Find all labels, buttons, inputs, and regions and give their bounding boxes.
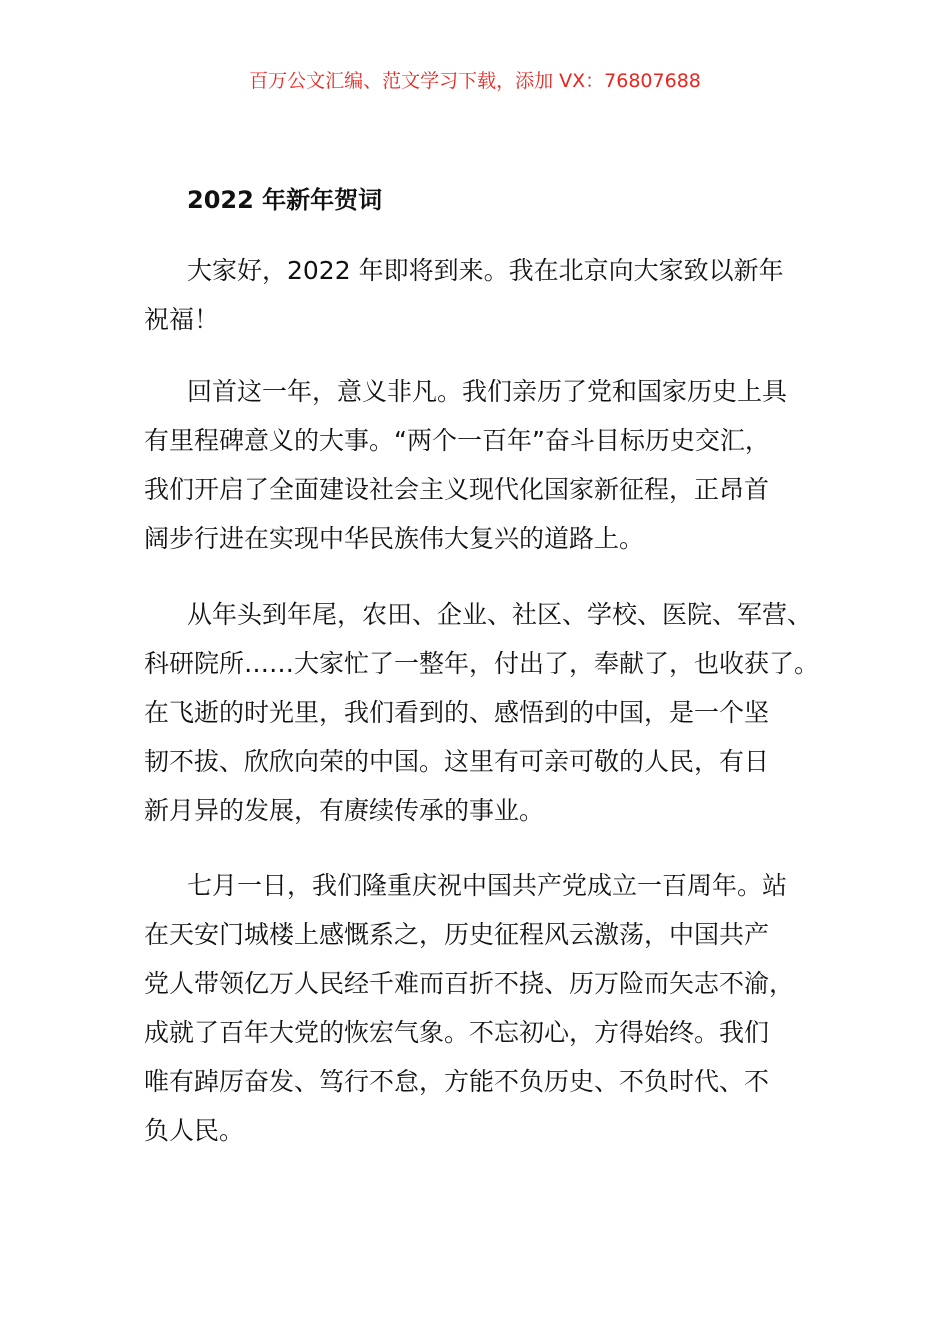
paragraph-line: 祝福！: [144, 305, 220, 334]
paragraph-1: [144, 246, 824, 344]
paragraph-line: 科研院所……大家忙了一整年，付出了，奉献了，也收获了。: [144, 649, 820, 678]
document-title: 2022 年新年贺词: [187, 186, 383, 214]
paragraph-line: 成就了百年大党的恢宏气象。不忘初心，方得始终。我们: [144, 1018, 770, 1047]
paragraph-line: 在天安门城楼上感慨系之，历史征程风云激荡，中国共产: [144, 920, 770, 949]
paragraph-line: 七月一日，我们隆重庆祝中国共产党成立一百周年。站: [187, 871, 788, 900]
paragraph-line: 负人民。: [144, 1116, 245, 1145]
paragraph-line: 阔步行进在实现中华民族伟大复兴的道路上。: [144, 524, 645, 553]
paragraph-line: 从年头到年尾，农田、企业、社区、学校、医院、军营、: [187, 600, 813, 629]
paragraph-line: 在飞逝的时光里，我们看到的、感悟到的中国，是一个坚: [144, 698, 770, 727]
paragraph-line: 有里程碑意义的大事。“两个一百年”奋斗目标历史交汇，: [144, 426, 770, 455]
paragraph-4: [144, 861, 824, 1155]
paragraph-line: 党人带领亿万人民经千难而百折不挠、历万险而矢志不渝，: [144, 969, 795, 998]
paragraph-3: [144, 590, 824, 835]
paragraph-line: 新月异的发展，有赓续传承的事业。: [144, 796, 545, 825]
paragraph-line: 唯有踔厉奋发、笃行不怠，方能不负历史、不负时代、不: [144, 1067, 770, 1096]
paragraph-line: 大家好，2022 年即将到来。我在北京向大家致以新年: [187, 256, 784, 285]
paragraph-line: 我们开启了全面建设社会主义现代化国家新征程，正昂首: [144, 475, 770, 504]
paragraph-2: [144, 367, 824, 563]
paragraph-line: 回首这一年，意义非凡。我们亲历了党和国家历史上具: [187, 377, 788, 406]
paragraph-line: 韧不拔、欣欣向荣的中国。这里有可亲可敬的人民，有日: [144, 747, 770, 776]
header-note: 百万公文汇编、范文学习下载，添加 VX：76807688: [249, 70, 701, 92]
